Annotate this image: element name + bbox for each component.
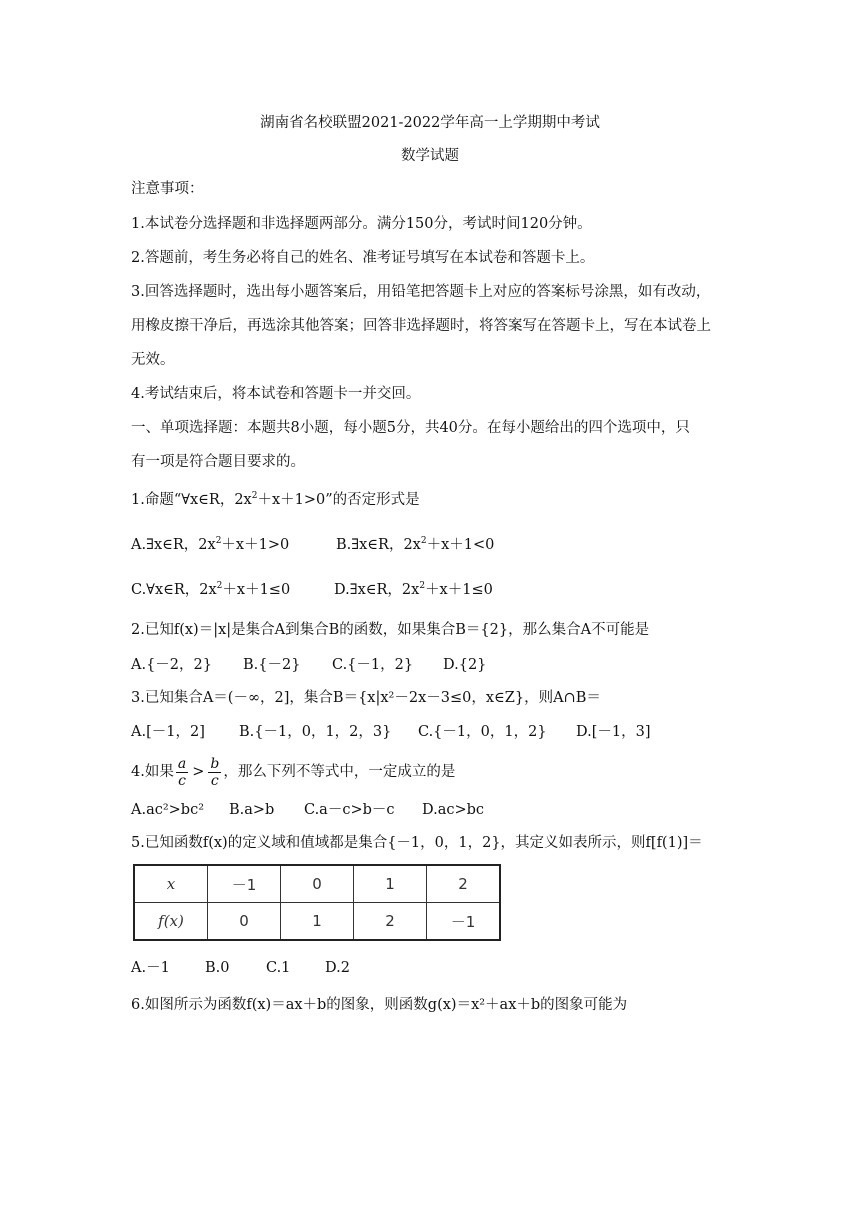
q1-option-a[interactable] (131, 535, 289, 555)
exam-title: 湖南省名校联盟2021-2022学年高一上学期期中考试 (260, 115, 600, 131)
q4-stem-start: 4.如果 (131, 764, 174, 780)
table-row (134, 865, 500, 903)
note-2: 2.答题前，考生务必将自己的姓名、准考证号填写在本试卷和答题卡上。 (131, 250, 595, 266)
q1-option-a-text: A.∃x∈R，2x (131, 537, 216, 553)
q1-option-d-text: D.∃x∈R，2x (334, 582, 420, 598)
q5-option-b[interactable]: B.0 (205, 960, 230, 976)
question-4-stem (131, 752, 455, 792)
fraction-a-numerator: a (177, 755, 187, 772)
q4-option-b[interactable]: B.a>b (229, 802, 275, 818)
q4-option-c[interactable]: C.a－c>b－c (304, 802, 395, 818)
note-1: 1.本试卷分选择题和非选择题两部分。满分150分，考试时间120分钟。 (131, 216, 592, 232)
q2-option-d[interactable]: D.{2} (443, 657, 487, 673)
table-cell: f(x) (134, 903, 208, 941)
exam-subtitle: 数学试题 (401, 148, 459, 164)
q4-option-a[interactable]: A.ac²>bc² (131, 802, 205, 818)
q1-stem-part-b: ＋x＋1>0”的否定形式是 (257, 492, 420, 508)
note-3-line-2: 用橡皮擦干净后，再选涂其他答案；回答非选择题时，将答案写在答题卡上，写在本试卷上 (131, 318, 711, 334)
greater-than-sign: > (192, 764, 205, 780)
section-1-instruction-line-1: 一、单项选择题：本题共8小题，每小题5分，共40分。在每小题给出的四个选项中，只 (131, 420, 690, 436)
q3-option-b[interactable]: B.{－1，0，1，2，3} (239, 724, 392, 740)
table-cell: 1 (354, 865, 427, 903)
q1-option-b-text-end: ＋x＋1<0 (426, 537, 495, 553)
q2-option-a[interactable]: A.{－2，2} (131, 657, 212, 673)
q3-option-a[interactable]: A.[－1，2] (131, 724, 205, 740)
q1-option-b[interactable] (336, 535, 494, 555)
q5-option-c[interactable]: C.1 (266, 960, 291, 976)
q5-option-a[interactable]: A.－1 (131, 960, 170, 976)
q1-option-c[interactable] (131, 580, 290, 600)
table-cell: －1 (427, 903, 501, 941)
q4-stem-end: ，那么下列不等式中，一定成立的是 (223, 764, 456, 780)
q1-option-d[interactable] (334, 580, 493, 600)
table-cell: －1 (208, 865, 281, 903)
question-6-stem: 6.如图所示为函数f(x)＝ax＋b的图象，则函数g(x)＝x²＋ax＋b的图象可能为 (131, 997, 628, 1013)
q1-option-b-exponent: 2 (420, 536, 427, 546)
q2-option-b[interactable]: B.{－2} (243, 657, 301, 673)
q3-option-d[interactable]: D.[－1，3] (576, 724, 651, 740)
note-4: 4.考试结束后，将本试卷和答题卡一并交回。 (131, 386, 421, 402)
q5-option-d[interactable]: D.2 (325, 960, 350, 976)
note-3-line-3: 无效。 (131, 352, 175, 368)
question-5-stem: 5.已知函数f(x)的定义域和值域都是集合{－1，0，1，2}，其定义如表所示，则f[f(1)]＝ (131, 835, 703, 851)
fraction-a-denominator: c (178, 772, 186, 789)
q1-option-c-text: C.∀x∈R，2x (131, 582, 217, 598)
function-value-table (133, 864, 501, 941)
note-3-line-1: 3.回答选择题时，选出每小题答案后，用铅笔把答题卡上对应的答案标号涂黑，如有改动， (131, 284, 711, 300)
q2-option-c[interactable]: C.{－1，2} (332, 657, 414, 673)
q1-option-a-exponent: 2 (215, 536, 222, 546)
fraction-b-over-c (208, 756, 221, 789)
q3-option-c[interactable]: C.{－1，0，1，2} (418, 724, 547, 740)
q1-stem-part-a: 1.命题“∀x∈R，2x (131, 492, 252, 508)
table-cell: 1 (281, 903, 354, 941)
fraction-b-denominator: c (210, 772, 219, 789)
table-cell: x (134, 865, 208, 903)
q4-option-d[interactable]: D.ac>bc (422, 802, 485, 818)
q1-option-c-text-end: ＋x＋1≤0 (222, 582, 291, 598)
table-cell: 0 (281, 865, 354, 903)
q1-option-a-text-end: ＋x＋1>0 (221, 537, 290, 553)
table-cell: 2 (427, 865, 501, 903)
q1-option-d-exponent: 2 (419, 581, 426, 591)
table-cell: 2 (354, 903, 427, 941)
q1-option-b-text: B.∃x∈R，2x (336, 537, 421, 553)
question-1-stem (131, 490, 420, 510)
q1-stem-exponent: 2 (251, 491, 258, 501)
q1-option-c-exponent: 2 (216, 581, 223, 591)
question-3-stem: 3.已知集合A＝(－∞，2]，集合B＝{x|x²－2x－3≤0，x∈Z}，则A∩B＝ (131, 690, 601, 706)
question-2-stem: 2.已知f(x)＝|x|是集合A到集合B的函数，如果集合B＝{2}，那么集合A不可能是 (131, 622, 650, 638)
table-cell: 0 (208, 903, 281, 941)
section-1-instruction-line-2: 有一项是符合题目要求的。 (131, 454, 305, 470)
fraction-a-over-c (176, 756, 188, 789)
fraction-b-numerator: b (210, 755, 220, 772)
table-row (134, 903, 500, 941)
notes-heading: 注意事项： (131, 181, 204, 197)
q1-option-d-text-end: ＋x＋1≤0 (425, 582, 493, 598)
